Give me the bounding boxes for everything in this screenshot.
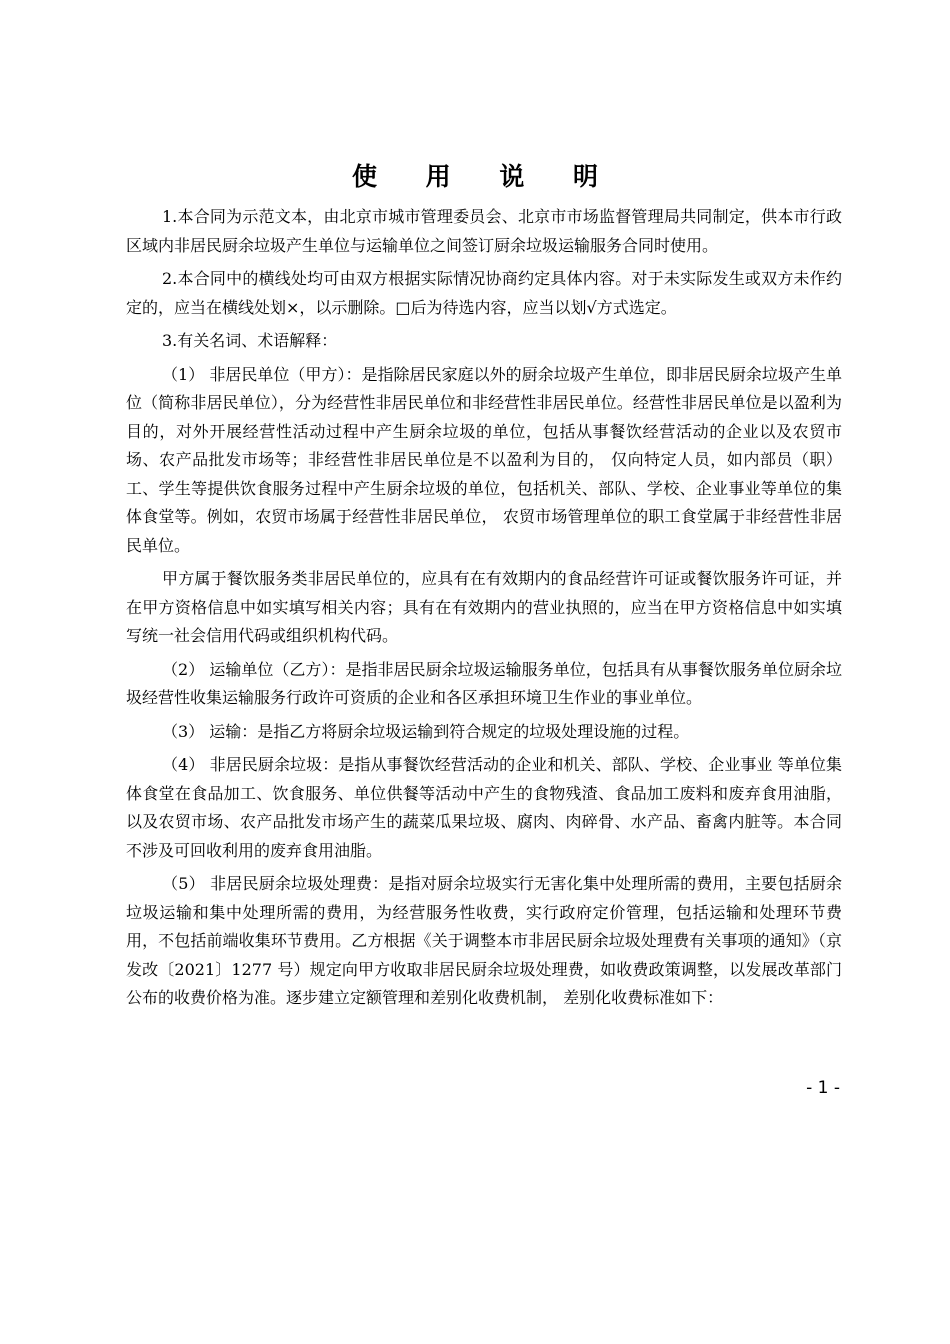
paragraph-definition-2: （2） 运输单位（乙方）：是指非居民厨余垃圾运输服务单位，包括具有从事餐饮服务单位厨余垃圾经营性收集运输服务行政许可资质的企业和各区承担环境卫生作业的事业单位。 bbox=[126, 659, 842, 707]
paragraph-definition-5: （5） 非居民厨余垃圾处理费：是指对厨余垃圾实行无害化集中处理所需的费用，主要包括厨余垃圾运输和集中处理所需的费用，为经营服务性收费，实行政府定价管理，包括运输和处理环节费用，不包括前端收集环节费用。乙方根据《关于调整本市非居民厨余垃圾处理费有关事项的通知》（京发改〔2021〕1277 号）规定向甲方收取非居民厨余垃圾处理费，如收费政策调整，以发展改革部门公布的收费价格为准。逐步建立定额管理和差别化收费机制， 差别化收费标准如下： bbox=[126, 874, 842, 1007]
document-body bbox=[126, 203, 842, 1018]
paragraph-1: 1.本合同为示范文本，由北京市城市管理委员会、北京市市场监督管理局共同制定，供本市行政区域内非居民厨余垃圾产生单位与运输单位之间签订厨余垃圾运输服务合同时使用。 bbox=[126, 207, 842, 255]
paragraph-definition-4: （4） 非居民厨余垃圾：是指从事餐饮经营活动的企业和机关、部队、学校、企业事业 等单位集体食堂在食品加工、饮食服务、单位供餐等活动中产生的食物残渣、食品加工废料和废弃食用油脂，以及农贸市场、农产品批发市场产生的蔬菜瓜果垃圾、腐肉、肉碎骨、水产品、畜禽内脏等。本合同不涉及可回收利用的废弃食用油脂。 bbox=[126, 755, 842, 860]
paragraph-definition-3: （3） 运输：是指乙方将厨余垃圾运输到符合规定的垃圾处理设施的过程。 bbox=[162, 721, 690, 741]
paragraph-3: 3.有关名词、术语解释： bbox=[162, 331, 338, 350]
paragraph-definition-1: （1） 非居民单位（甲方）：是指除居民家庭以外的厨余垃圾产生单位，即非居民厨余垃圾产生单位（简称非居民单位），分为经营性非居民单位和非经营性非居民单位。经营性非居民单位是以盈利为目的，对外开展经营性活动过程中产生厨余垃圾的单位，包括从事餐饮经营活动的企业以及农贸市场、农产品批发市场等；非经营性非居民单位是不以盈利为目的， 仅向特定人员，如内部员（职）工、学生等提供饮食服务过程中产生厨余垃圾的单位，包括机关、部队、学校、企业事业等单位的集体食堂等。例如，农贸市场属于经营性非居民单位， 农贸市场管理单位的职工食堂属于非经营性非居民单位。 bbox=[126, 364, 842, 555]
paragraph-2: 2.本合同中的横线处均可由双方根据实际情况协商约定具体内容。对于未实际发生或双方未作约定的，应当在横线处划×，以示删除。□后为待选内容，应当以划√方式选定。 bbox=[126, 269, 842, 317]
page-title: 使 用 说 明 bbox=[351, 161, 619, 191]
page-number: - 1 - bbox=[806, 1078, 840, 1098]
paragraph-party-a-qualification: 甲方属于餐饮服务类非居民单位的，应具有在有效期内的食品经营许可证或餐饮服务许可证，并在甲方资格信息中如实填写相关内容；具有在有效期内的营业执照的，应当在甲方资格信息中如实填写统一社会信用代码或组织机构代码。 bbox=[126, 569, 842, 645]
